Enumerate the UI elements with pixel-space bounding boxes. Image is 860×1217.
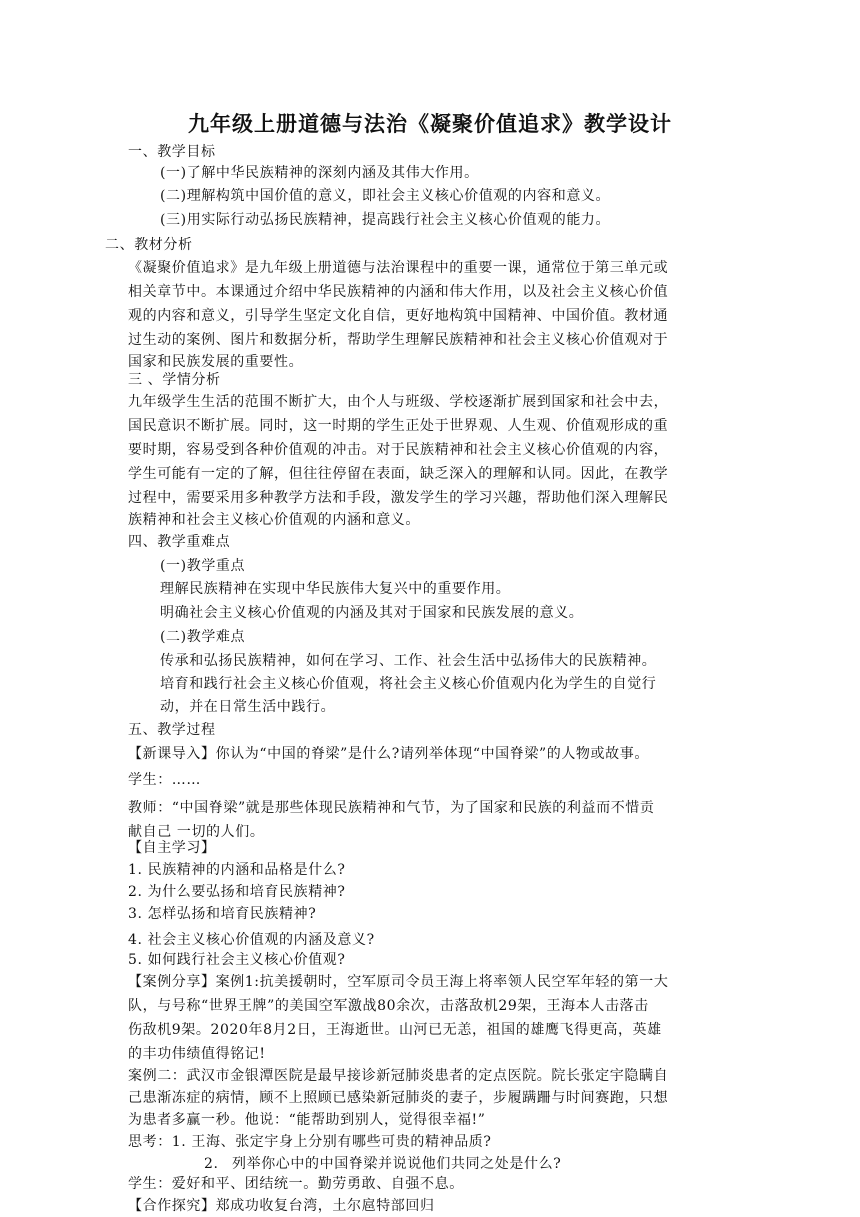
paragraph-line: 理解民族精神在实现中华民族伟大复兴中的重要作用。 xyxy=(160,581,511,597)
paragraph-line: 列举你心中的中国脊梁并说说他们共同之处是什么? xyxy=(232,1156,562,1172)
paragraph-line: 要时期，容易受到各种价值观的冲击。对于民族精神和社会主义核心价值观的内容， xyxy=(128,442,669,458)
paragraph-line: 族精神和社会主义核心价值观的内涵和意义。 xyxy=(128,512,420,528)
objective-item: (一)了解中华民族精神的深刻内涵及其伟大作用。 xyxy=(160,165,479,181)
paragraph-line: 【案例分享】案例1:抗美援朝时，空军原司令员王海上将率领人民空军年轻的第一大 xyxy=(128,974,669,990)
objective-item: (三)用实际行动弘扬民族精神，提高践行社会主义核心价值观的能力。 xyxy=(160,212,611,228)
paragraph-line: 观的内容和意义，引导学生坚定文化自信，更好地构筑中国精神、中国价值。教材通 xyxy=(128,308,669,324)
section-heading-teaching-process: 五、教学过程 xyxy=(128,722,216,738)
paragraph-line: 【自主学习】 xyxy=(128,840,216,856)
paragraph-line: 培育和践行社会主义核心价值观，将社会主义核心价值观内化为学生的自觉行 xyxy=(160,676,657,692)
question-item: 2. 为什么要弘扬和培育民族精神? xyxy=(128,884,346,900)
paragraph-line: 学生可能有一定的了解，但往往停留在表面，缺乏深入的理解和认同。因此，在教学 xyxy=(128,466,669,482)
paragraph-line: 国民意识不断扩展。同时，这一时期的学生正处于世界观、人生观、价值观形成的重 xyxy=(128,418,669,434)
paragraph-line: 【合作探究】郑成功收复台湾，土尔扈特部回归 xyxy=(128,1198,435,1214)
paragraph-line: 案例二：武汉市金银潭医院是最早接诊新冠肺炎患者的定点医院。院长张定宇隐瞒自 xyxy=(128,1068,669,1084)
question-item: 3. 怎样弘扬和培育民族精神? xyxy=(128,906,317,922)
paragraph-line: 队，与号称“世界王牌”的美国空军激战80余次，击落敌机29架，王海本人击落击 xyxy=(128,998,649,1014)
document-title: 九年级上册道德与法治《凝聚价值追求》教学设计 xyxy=(188,111,672,136)
paragraph-line: 伤敌机9架。2020年8月2日，王海逝世。山河已无恙，祖国的雄鹰飞得更高，英雄 xyxy=(128,1022,662,1038)
paragraph-line: 过程中，需要采用多种教学方法和手段，激发学生的学习兴趣，帮助他们深入理解民 xyxy=(128,490,669,506)
list-number: 2. xyxy=(204,1156,219,1172)
objective-item: (二)理解构筑中国价值的意义，即社会主义核心价值观的内容和意义。 xyxy=(160,188,611,204)
paragraph-line: 学生：…… xyxy=(128,772,201,788)
paragraph-line: 的丰功伟绩值得铭记! xyxy=(128,1046,266,1062)
paragraph-line: 过生动的案例、图片和数据分析，帮助学生理解民族精神和社会主义核心价值观对于 xyxy=(128,332,669,348)
subheading-key-points: (一)教学重点 xyxy=(160,558,246,574)
paragraph-line: 相关章节中。本课通过介绍中华民族精神的内涵和伟大作用，以及社会主义核心价值 xyxy=(128,284,669,300)
subheading-difficult-points: (二)教学难点 xyxy=(160,629,246,645)
section-heading-textbook-analysis: 二、教材分析 xyxy=(105,237,193,253)
section-heading-student-analysis: 三 、学情分析 xyxy=(128,372,221,388)
paragraph-line: 九年级学生生活的范围不断扩大，由个人与班级、学校逐渐扩展到国家和社会中去， xyxy=(128,394,669,410)
question-item: 4. 社会主义核心价值观的内涵及意义? xyxy=(128,932,375,948)
paragraph-line: 己患渐冻症的病情，顾不上照顾已感染新冠肺炎的妻子，步履蹒跚与时间赛跑，只想 xyxy=(128,1090,669,1106)
paragraph-line: 《凝聚价值追求》是九年级上册道德与法治课程中的重要一课，通常位于第三单元或 xyxy=(128,260,669,276)
paragraph-line: 思考：1. 王海、张定宇身上分别有哪些可贵的精神品质? xyxy=(128,1134,492,1150)
section-heading-objectives: 一、教学目标 xyxy=(128,144,216,160)
paragraph-line: 传承和弘扬民族精神，如何在学习、工作、社会生活中弘扬伟大的民族精神。 xyxy=(160,653,657,669)
paragraph-line: 国家和民族发展的重要性。 xyxy=(128,354,304,370)
paragraph-line: 【新课导入】你认为“中国的脊梁”是什么?请列举体现“中国脊梁”的人物或故事。 xyxy=(128,746,649,762)
question-item: 5. 如何践行社会主义核心价值观? xyxy=(128,952,346,968)
paragraph-line: 明确社会主义核心价值观的内涵及其对于国家和民族发展的意义。 xyxy=(160,605,584,621)
paragraph-line: 学生：爱好和平、团结统一。勤劳勇敢、自强不息。 xyxy=(128,1176,464,1192)
paragraph-line: 动，并在日常生活中践行。 xyxy=(160,699,336,715)
paragraph-line: 献自己 一切的人们。 xyxy=(128,824,265,840)
paragraph-line: 教师：“中国脊梁”就是那些体现民族精神和气节，为了国家和民族的利益而不惜贡 xyxy=(128,800,655,816)
section-heading-key-points: 四、教学重难点 xyxy=(128,534,231,550)
question-item: 1. 民族精神的内涵和品格是什么? xyxy=(128,862,346,878)
paragraph-line: 为患者多赢一秒。他说：“能帮助到别人，觉得很幸福!” xyxy=(128,1112,486,1128)
